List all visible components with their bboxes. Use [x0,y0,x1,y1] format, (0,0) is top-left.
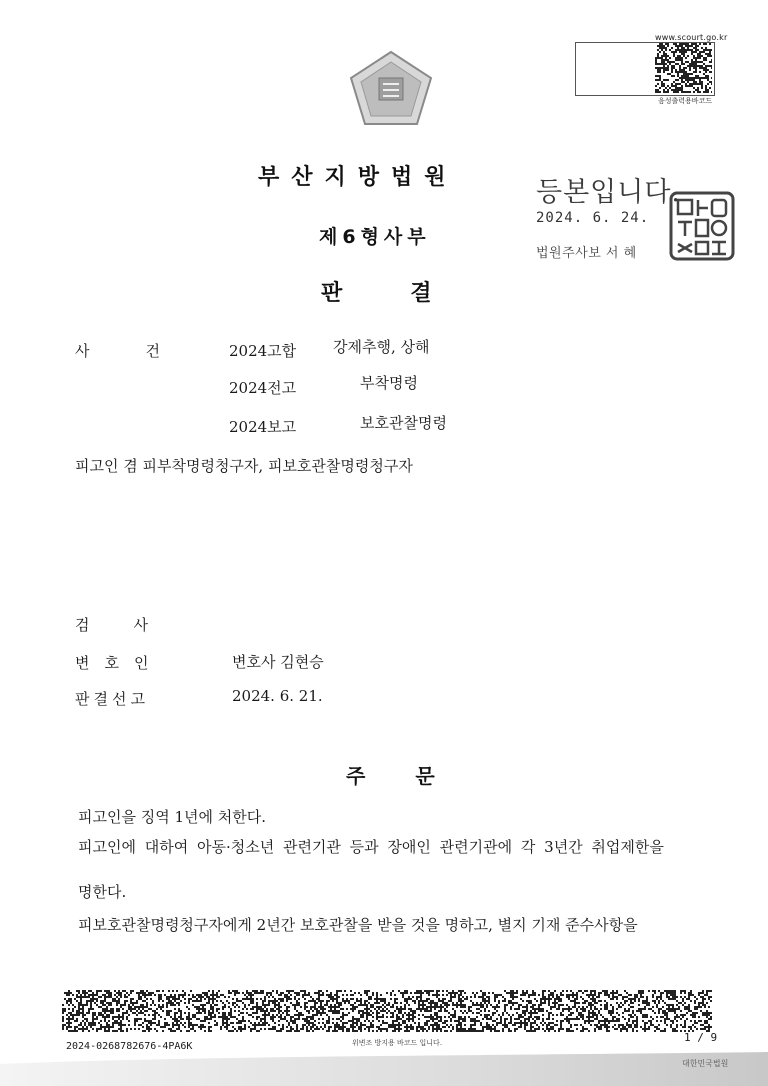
certified-copy-text: 등본입니다. [536,177,681,208]
barcode-note: 위변조 방지용 바코드 입니다. [352,1039,443,1047]
document-id: 2024-0268782676-4PA6K [66,1041,193,1052]
order-paragraph: 피보호관찰명령청구자에게 2년간 보호관찰을 받을 것을 명하고, 별지 기재 준수사항을 [78,916,638,934]
sentence-date-value: 2024. 6. 21. [232,687,323,705]
case-label: 사건 [75,342,216,360]
case-number: 2024고합 [229,342,297,360]
order-paragraph: 피고인에 대하여 아동·청소년 관련기관 등과 장애인 관련기관에 각 3년간 취업제한을 [78,838,664,856]
anti-forgery-barcode [62,990,712,1032]
court-brand: 대한민국법원 [682,1059,729,1068]
case-number: 2024전고 [229,379,297,397]
order-heading: 주문 [346,764,485,788]
case-name: 강제추행, 상해 [333,338,430,356]
footer-stripe [0,1052,768,1086]
case-number: 2024보고 [229,418,297,436]
document-type: 판결 [321,281,500,306]
page-number: 1 / 9 [684,1031,718,1044]
prosecutor-label: 검사 [75,616,192,634]
barcode-caption: 음성출력용바코드 [658,97,713,105]
order-paragraph: 피고인을 징역 1년에 처한다. [78,808,267,826]
counsel-label: 변호인 [75,654,164,672]
division-name: 제6형사부 [319,226,431,248]
order-paragraph: 명한다. [78,883,127,901]
court-emblem-icon [345,48,437,128]
defendant-designation: 피고인 겸 피부착명령청구자, 피보호관찰명령청구자 [75,457,413,475]
official-seal-icon [668,190,736,262]
certified-date: 2024. 6. 24. [536,210,650,226]
counsel-value: 변호사 김현승 [232,653,324,671]
barcode-url: www.scourt.go.kr [655,33,728,42]
case-name: 부착명령 [360,374,418,392]
case-name: 보호관찰명령 [360,414,447,432]
clerk-name: 법원주사보 서 혜 [536,246,637,261]
sentence-date-label: 판결선고 [75,690,149,708]
court-name: 부산지방법원 [258,165,458,190]
qr-code-icon [655,43,712,93]
